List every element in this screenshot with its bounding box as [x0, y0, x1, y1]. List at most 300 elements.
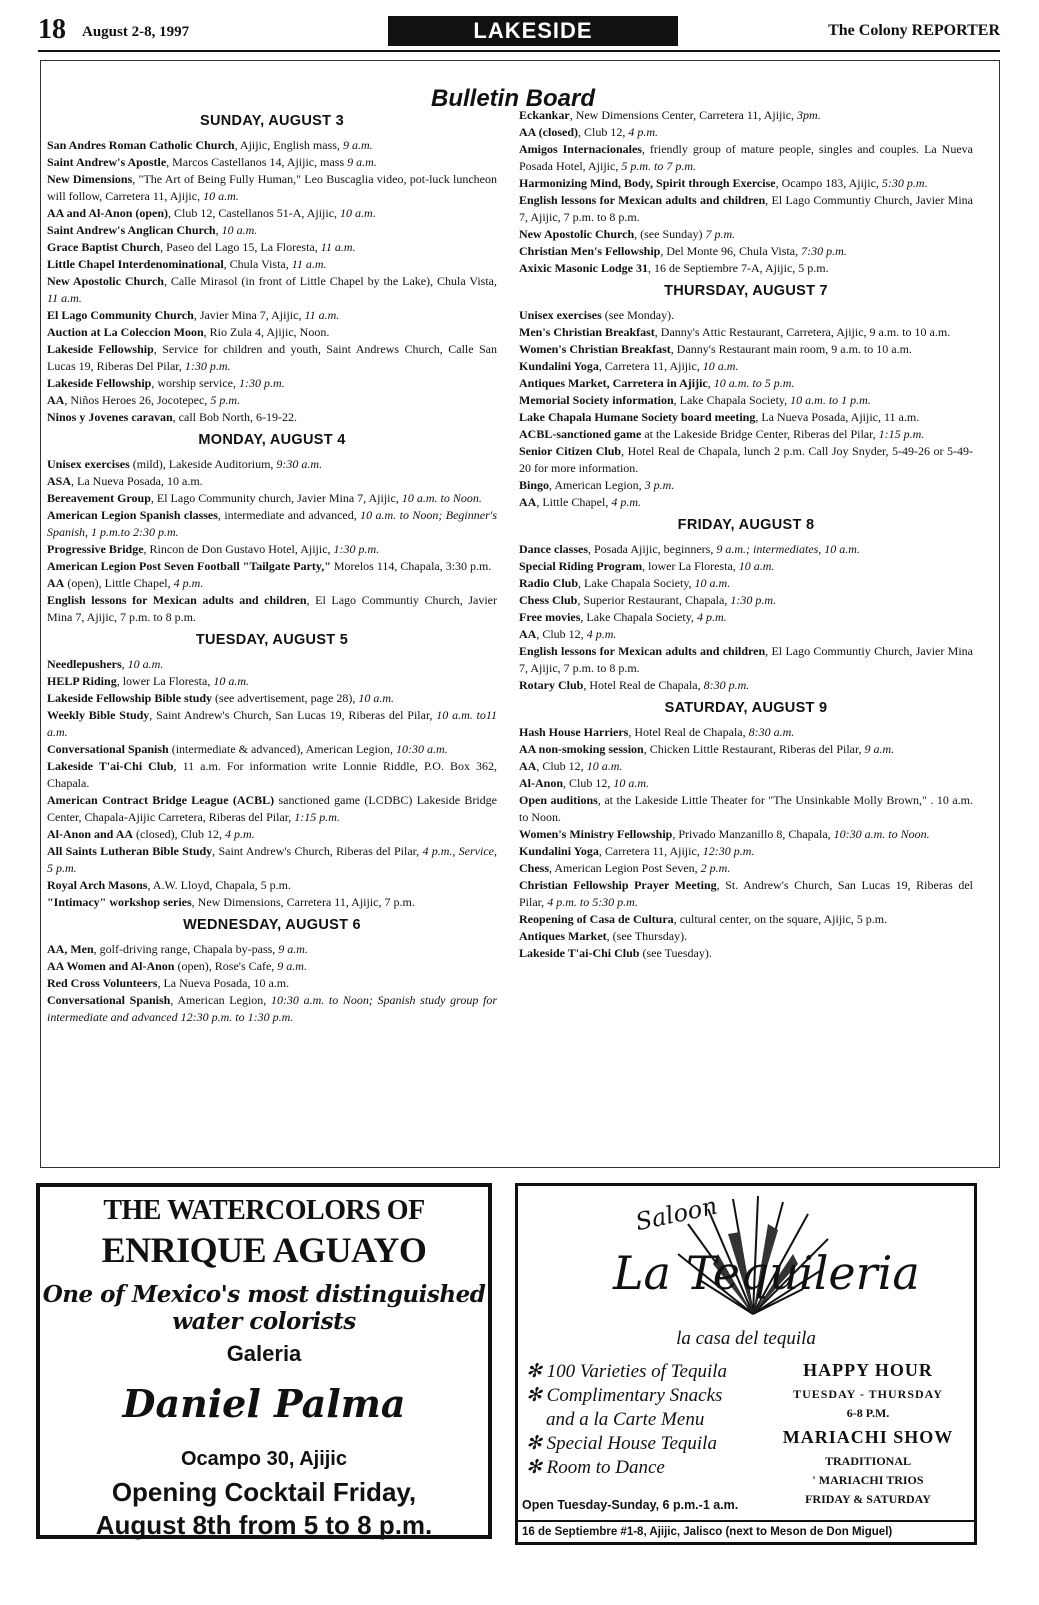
event-time: 10:30 a.m. to Noon. [833, 827, 930, 841]
event-name: HELP Riding [47, 674, 117, 688]
event-entry [47, 222, 497, 239]
event-detail: , El Lago Communtiy Church, Javier Mina 7, Ajijic, 7 p.m. to 8 p.m. [519, 193, 973, 224]
event-detail: , Club 12, [578, 125, 629, 139]
bulletin-left-column [47, 107, 497, 1026]
event-name: Little Chapel Interdenominational [47, 257, 224, 271]
event-name: Ninos y Jovenes caravan [47, 410, 173, 424]
event-detail: (closed), Club 12, [133, 827, 226, 841]
event-name: Kundalini Yoga [519, 844, 599, 858]
event-name: Memorial Society information [519, 393, 674, 407]
event-entry [47, 758, 497, 792]
event-entry [519, 775, 973, 792]
saloon-tagline: la casa del tequila [676, 1328, 816, 1349]
event-detail: , Rio Zula 4, Ajijic, Noon. [203, 325, 330, 339]
event-entry [47, 592, 497, 626]
event-entry [519, 928, 973, 945]
event-detail: , "The Art of Being Fully Human," Leo Buscaglia video, pot-luck luncheon will follow, Carretera 11, Ajijic, [47, 172, 497, 203]
event-detail: (mild), Lakeside Auditorium, [129, 457, 277, 471]
event-name: Christian Fellowship Prayer Meeting [519, 878, 717, 892]
ad-opening-date: August 8th from 5 to 8 p.m. [95, 1510, 433, 1540]
event-name: New Dimensions [47, 172, 133, 186]
ad-gallery-name: Daniel Palma [122, 1381, 406, 1426]
gallery-advertisement [36, 1183, 492, 1539]
event-time: 4 p.m. [225, 827, 255, 841]
event-detail: (see Tuesday). [639, 946, 712, 960]
event-detail: , Ajijic, English mass, [234, 138, 343, 152]
event-detail: , Club 12, [536, 759, 587, 773]
event-detail: , Danny's Attic Restaurant, Carretera, Ajijic, 9 a.m. to 10 a.m. [654, 325, 951, 339]
event-name: AA (closed) [519, 125, 578, 139]
event-detail: , Saint Andrew's Church, San Lucas 19, Riberas del Pilar, [149, 708, 437, 722]
event-name: Conversational Spanish [47, 742, 169, 756]
event-entry [47, 877, 497, 894]
event-name: AA [519, 627, 537, 641]
event-entry [519, 626, 973, 643]
event-name: Chess [519, 861, 550, 875]
event-entry [519, 609, 973, 626]
event-name: Axixic Masonic Lodge 31 [519, 261, 648, 275]
event-entry [519, 324, 973, 341]
event-name: Men's Christian Breakfast [519, 325, 655, 339]
event-name: Lakeside T'ai-Chi Club [47, 759, 174, 773]
event-detail: , [215, 223, 222, 237]
event-entry [47, 307, 497, 324]
event-name: Rotary Club [519, 678, 584, 692]
event-name: ACBL-sanctioned game [519, 427, 642, 441]
event-detail: , New Dimensions, Carretera 11, Ajijic, 7 p.m. [191, 895, 415, 909]
event-detail: , Chula Vista, [223, 257, 292, 271]
event-time: 4 p.m. [173, 576, 204, 590]
event-time: 11 a.m. [47, 291, 82, 305]
day-heading: WEDNESDAY, AUGUST 6 [183, 917, 361, 933]
event-detail: (intermediate & advanced), American Legion, [168, 742, 396, 756]
event-time: 4 p.m. [586, 627, 617, 641]
feature-item: ✻ Special House Tequila [526, 1433, 717, 1454]
event-entry [47, 205, 497, 222]
event-time: 12:30 p.m. [702, 844, 755, 858]
event-time: 10 a.m. to11 a.m. [47, 708, 497, 739]
event-detail: , Del Monte 96, Chula Vista, [660, 244, 802, 258]
event-name: Al-Anon [519, 776, 564, 790]
event-entry [519, 758, 973, 775]
event-detail: , 16 de Septiembre 7-A, Ajijic, 5 p.m. [648, 261, 829, 275]
event-name: Kundalini Yoga [519, 359, 599, 373]
promo-mariachi-show: MARIACHI SHOW [782, 1427, 954, 1447]
event-entry [47, 843, 497, 877]
event-name: "Intimacy" workshop series [47, 895, 192, 909]
event-entry [47, 958, 497, 975]
event-detail: , Service for children and youth, Saint Andrews Church, Calle San Lucas 19, Riberas Del Pilar, [47, 342, 497, 373]
event-entry [47, 154, 497, 171]
event-entry [519, 843, 973, 860]
event-time: 1:30 p.m. [184, 359, 231, 373]
event-detail: , El Lago Community church, Javier Mina 7, Ajijic, [150, 491, 402, 505]
event-entry [519, 541, 973, 558]
event-entry [519, 107, 973, 124]
ad-opening-line: Opening Cocktail Friday, [111, 1477, 417, 1507]
event-detail: , (see Thursday). [606, 929, 688, 943]
event-name: Harmonizing Mind, Body, Spirit through Exercise [519, 176, 776, 190]
event-time: 10 a.m. to 5 p.m. [713, 376, 795, 390]
saloon-label: Saloon [632, 1191, 720, 1237]
event-name: Bingo [519, 478, 550, 492]
event-entry [519, 911, 973, 928]
event-entry [47, 975, 497, 992]
event-name: Lakeside Fellowship [47, 342, 154, 356]
event-detail: , friendly group of mature people, singles and couples. La Nueva Posada Hotel, Ajijic, [519, 142, 973, 173]
event-detail: , A.W. Lloyd, Chapala, 5 p.m. [147, 878, 291, 892]
event-time: 1:30 p.m. [333, 542, 380, 556]
event-detail: , Saint Andrew's Church, Riberas del Pilar, [212, 844, 423, 858]
event-time: 10 a.m. [127, 657, 164, 671]
event-detail: at the Lakeside Bridge Center, Riberas del Pilar, [641, 427, 879, 441]
event-entry [47, 741, 497, 758]
event-name: All Saints Lutheran Bible Study [47, 844, 213, 858]
event-entry [519, 494, 973, 511]
event-time: 10 a.m. [213, 674, 250, 688]
event-detail: , Chicken Little Restaurant, Riberas del Pilar, [643, 742, 865, 756]
section-title: LAKESIDE [388, 16, 678, 46]
event-time: 9 a.m. [864, 742, 895, 756]
event-detail: (see advertisement, page 28), [212, 691, 359, 705]
event-entry [47, 575, 497, 592]
event-entry [47, 375, 497, 392]
event-detail: , La Nueva Posada, Ajijic, 11 a.m. [755, 410, 920, 424]
event-name: AA and Al-Anon (open) [47, 206, 169, 220]
feature-item: and a la Carte Menu [546, 1409, 705, 1430]
event-name: Radio Club [519, 576, 579, 590]
day-heading: MONDAY, AUGUST 4 [198, 432, 346, 448]
event-name: AA [519, 495, 537, 509]
day-heading: SATURDAY, AUGUST 9 [664, 700, 828, 716]
event-name: Chess Club [519, 593, 578, 607]
event-time: 9 a.m. [347, 155, 377, 169]
event-detail: , Lake Chapala Society, [580, 610, 697, 624]
saloon-hours: Open Tuesday-Sunday, 6 p.m.-1 a.m. [522, 1498, 739, 1512]
event-time: 10:30 a.m. [395, 742, 448, 756]
event-name: Dance classes [519, 542, 588, 556]
event-name: Al-Anon and AA [47, 827, 134, 841]
event-name: AA [47, 393, 65, 407]
event-name: Progressive Bridge [47, 542, 144, 556]
event-name: Royal Arch Masons [47, 878, 148, 892]
event-detail: , Hotel Real de Chapala, [583, 678, 704, 692]
promo-time: 6-8 P.M. [846, 1406, 890, 1420]
event-name: Lakeside T'ai-Chi Club [519, 946, 640, 960]
event-time: 10 a.m. [702, 359, 739, 373]
day-heading: FRIDAY, AUGUST 8 [677, 517, 815, 533]
event-name: Conversational Spanish [47, 993, 171, 1007]
event-time: 9 a.m.; intermediates, 10 a.m. [716, 542, 860, 556]
page-number: 18 [38, 14, 66, 45]
saloon-features [526, 1360, 776, 1480]
event-name: Lake Chapala Humane Society board meeting [519, 410, 756, 424]
event-entry [47, 256, 497, 273]
event-entry [519, 877, 973, 911]
ad-galeria-label: Galeria [226, 1341, 302, 1366]
event-entry [519, 575, 973, 592]
event-entry [519, 358, 973, 375]
event-name: Special Riding Program [519, 559, 643, 573]
event-entry [519, 826, 973, 843]
event-name: Open auditions [519, 793, 598, 807]
event-name: ASA [47, 474, 72, 488]
event-name: Unisex exercises [519, 308, 602, 322]
event-detail: , intermediate and advanced, [217, 508, 361, 522]
event-detail: , Lake Chapala Society, [673, 393, 791, 407]
promo-days: TUESDAY - THURSDAY [793, 1387, 943, 1401]
event-detail: , Club 12, Castellanos 51-A, Ajijic, [168, 206, 341, 220]
event-detail: , Privado Manzanillo 8, Chapala, [672, 827, 834, 841]
event-name: Red Cross Volunteers [47, 976, 158, 990]
event-entry [519, 860, 973, 877]
event-entry [519, 392, 973, 409]
event-name: AA [47, 576, 65, 590]
event-time: 10:30 a.m. to Noon; Spanish study group for intermediate and advanced 12:30 p.m. to 1:30 p.m. [47, 993, 498, 1024]
event-detail: , golf-driving range, Chapala by-pass, [93, 942, 279, 956]
event-time: 2 p.m. [700, 861, 731, 875]
event-entry [519, 192, 973, 226]
ad-tagline: One of Mexico's most distinguished water colorists [42, 1281, 486, 1335]
event-entry [519, 426, 973, 443]
promo-weekend: FRIDAY & SATURDAY [805, 1492, 931, 1506]
event-entry [519, 741, 973, 758]
event-time: 4 p.m. [611, 495, 641, 509]
event-name: Lakeside Fellowship Bible study [47, 691, 213, 705]
event-entry [47, 341, 497, 375]
event-entry [47, 392, 497, 409]
event-name: AA Women and Al-Anon [47, 959, 175, 973]
event-detail: (open), Rose's Cafe, [174, 959, 278, 973]
event-detail: , Hotel Real de Chapala, [628, 725, 749, 739]
event-time: 9:30 a.m. [276, 457, 323, 471]
day-heading: SUNDAY, AUGUST 3 [200, 113, 344, 129]
event-entry [47, 894, 497, 911]
event-entry [47, 707, 497, 741]
event-entry [47, 826, 497, 843]
event-time: 4 p.m. [696, 610, 727, 624]
event-time: 10 a.m. [203, 189, 239, 203]
event-time: 11 a.m. [291, 257, 327, 271]
event-detail: , El Lago Communtiy Church, Javier Mina 7, Ajijic, 7 p.m. to 8 p.m. [47, 593, 497, 624]
event-name: AA non-smoking session [519, 742, 644, 756]
event-entry [47, 239, 497, 256]
event-time: 4 p.m. to 5:30 p.m. [547, 895, 638, 909]
event-entry [47, 409, 497, 426]
event-entry [519, 477, 973, 494]
event-name: Christian Men's Fellowship [519, 244, 661, 258]
event-time: 8:30 p.m. [703, 678, 750, 692]
bulletin-right-column [519, 107, 973, 962]
event-time: 1:30 p.m. [239, 376, 285, 390]
event-time: 8:30 a.m. [748, 725, 795, 739]
event-entry [519, 243, 973, 260]
ad-headline-1: THE WATERCOLORS OF [103, 1195, 425, 1226]
event-entry [47, 490, 497, 507]
event-time: 10 a.m. [221, 223, 258, 237]
event-time: 9 a.m. [278, 942, 308, 956]
event-detail: , Little Chapel, [536, 495, 612, 509]
event-detail: , Carretera 11, Ajijic, [598, 359, 703, 373]
event-name: American Contract Bridge League (ACBL) [47, 793, 275, 807]
event-name: Saint Andrew's Apostle [47, 155, 167, 169]
event-entry [47, 324, 497, 341]
event-detail: , Posada Ajijic, beginners, [588, 542, 717, 556]
event-detail: , [121, 657, 128, 671]
event-detail: , lower La Floresta, [116, 674, 214, 688]
event-name: San Andres Roman Catholic Church [47, 138, 235, 152]
event-detail: , Javier Mina 7, Ajijic, [193, 308, 305, 322]
event-entry [519, 341, 973, 358]
event-detail: , Lake Chapala Society, [578, 576, 695, 590]
event-time: 10 a.m. to Noon. [401, 491, 482, 505]
event-time: 7:30 p.m. [801, 244, 847, 258]
event-entry [519, 443, 973, 477]
event-entry [47, 171, 497, 205]
event-entry [47, 656, 497, 673]
event-name: Antiques Market, Carretera in Ajijic [519, 376, 708, 390]
event-entry [47, 558, 497, 575]
event-entry [47, 792, 497, 826]
event-name: Hash House Harriers [519, 725, 629, 739]
event-entry [47, 941, 497, 958]
event-name: Grace Baptist Church [47, 240, 161, 254]
event-name: Women's Christian Breakfast [519, 342, 671, 356]
event-entry [519, 226, 973, 243]
event-time: 10 a.m. [586, 759, 623, 773]
event-name: AA, Men [47, 942, 94, 956]
event-detail: , Hotel Real de Chapala, lunch 2 p.m. Call Joy Snyder, 5-49-26 or 5-49-20 for more information. [519, 444, 974, 475]
event-time: 5:30 p.m. [881, 176, 928, 190]
event-detail: (open), Little Chapel, [64, 576, 174, 590]
event-time: 10 a.m. [694, 576, 731, 590]
event-name: Unisex exercises [47, 457, 130, 471]
event-name: American Legion Spanish classes [47, 508, 218, 522]
saloon-brand-logo: La Tequileria [613, 1246, 920, 1300]
event-detail: Morelos 114, Chapala, 3:30 p.m. [330, 559, 492, 573]
ad-artist-name: ENRIQUE AGUAYO [101, 1230, 427, 1270]
event-detail: , (see Sunday) [634, 227, 706, 241]
event-detail: , St. Andrew's Church, San Lucas 19, Riberas del Pilar, [519, 878, 973, 909]
paper-name: The Colony REPORTER [828, 22, 1000, 39]
header-rule [38, 50, 1000, 52]
event-name: AA [519, 759, 537, 773]
event-detail: , Carretera 11, Ajijic, [598, 844, 703, 858]
event-name: Women's Ministry Fellowship [519, 827, 673, 841]
event-detail: , call Bob North, 6-19-22. [172, 410, 297, 424]
saloon-address: 16 de Septiembre #1-8, Ajijic, Jalisco (next to Meson de Don Miguel) [518, 1520, 974, 1542]
event-entry [519, 260, 973, 277]
event-entry [47, 507, 497, 541]
event-entry [47, 673, 497, 690]
event-name: English lessons for Mexican adults and children [519, 193, 766, 207]
event-time: 1:15 p.m. [878, 427, 925, 441]
event-time: 5 p.m. [210, 393, 240, 407]
event-time: 10 a.m. to 1 p.m. [790, 393, 871, 407]
event-name: Lakeside Fellowship [47, 376, 152, 390]
event-detail: , Superior Restaurant, Chapala, [577, 593, 731, 607]
feature-item: ✻ 100 Varieties of Tequila [526, 1361, 728, 1382]
event-name: El Lago Community Church [47, 308, 194, 322]
saloon-advertisement [515, 1183, 977, 1545]
event-name: New Apostolic Church [47, 274, 164, 288]
issue-date: August 2-8, 1997 [82, 24, 190, 40]
event-entry [519, 375, 973, 392]
bulletin-board [40, 60, 1000, 1168]
event-detail: (see Monday). [601, 308, 675, 322]
event-name: Bereavement Group [47, 491, 151, 505]
event-name: Saint Andrew's Anglican Church [47, 223, 216, 237]
bulletin-title: Bulletin Board [431, 85, 596, 112]
feature-item: ✻ Complimentary Snacks [526, 1385, 723, 1406]
event-name: Free movies [519, 610, 581, 624]
event-detail: , American Legion, [549, 478, 645, 492]
event-entry [519, 124, 973, 141]
day-heading: TUESDAY, AUGUST 5 [195, 632, 349, 648]
event-time: 10 a.m. [738, 559, 775, 573]
event-time: 4 p.m., Service, 5 p.m. [47, 844, 497, 875]
event-detail: , La Nueva Posada, 10 a.m. [157, 976, 290, 990]
event-entry [519, 409, 973, 426]
event-time: 1:15 p.m. [294, 810, 340, 824]
event-name: Needlepushers [47, 657, 122, 671]
feature-item: ✻ Room to Dance [526, 1457, 665, 1478]
event-name: Eckankar [519, 108, 570, 122]
event-entry [47, 473, 497, 490]
event-entry [47, 137, 497, 154]
event-name: English lessons for Mexican adults and children [47, 593, 307, 607]
event-detail: , American Legion Post Seven, [549, 861, 701, 875]
event-detail: , worship service, [151, 376, 240, 390]
event-detail: , Paseo del Lago 15, La Floresta, [160, 240, 321, 254]
event-detail: , La Nueva Posada, 10 a.m. [71, 474, 203, 488]
event-entry [519, 677, 973, 694]
event-time: 3 p.m. [644, 478, 675, 492]
event-time: 10 a.m. to Noon; Beginner's Spanish, 1 p.m.to 2:30 p.m. [47, 508, 497, 539]
event-time: 10 a.m. [613, 776, 650, 790]
event-name: Antiques Market [519, 929, 607, 943]
event-entry [519, 792, 973, 826]
event-entry [47, 541, 497, 558]
event-time: 7 p.m. [705, 227, 736, 241]
event-time: 11 a.m. [320, 240, 356, 254]
event-detail: , Club 12, [536, 627, 587, 641]
event-name: Amigos Internacionales [519, 142, 642, 156]
event-detail: , lower La Floresta, [642, 559, 739, 573]
event-time: 4 p.m. [628, 125, 659, 139]
event-time: 10 a.m. [358, 691, 394, 705]
promo-happy-hour: HAPPY HOUR [803, 1360, 933, 1380]
event-name: New Apostolic Church [519, 227, 635, 241]
event-entry [519, 141, 973, 175]
event-time: 5 p.m. to 7 p.m. [621, 159, 696, 173]
event-time: 11 a.m. [304, 308, 340, 322]
event-name: English lessons for Mexican adults and children [519, 644, 766, 658]
event-name: Reopening of Casa de Cultura [519, 912, 674, 926]
promo-traditional: TRADITIONAL [824, 1454, 911, 1468]
event-detail: , El Lago Communtiy Church, Javier Mina 7, Ajijic, 7 p.m. to 8 p.m. [519, 644, 973, 675]
event-name: Weekly Bible Study [47, 708, 150, 722]
event-entry [519, 724, 973, 741]
event-detail: , Niños Heroes 26, Jocotepec, [64, 393, 211, 407]
event-entry [47, 273, 497, 307]
event-name: American Legion Post Seven Football "Tailgate Party," [47, 559, 331, 573]
event-entry [519, 558, 973, 575]
masthead [38, 14, 1000, 48]
event-detail: , Danny's Restaurant main room, 9 a.m. to 10 a.m. [670, 342, 912, 356]
event-entry [519, 592, 973, 609]
event-name: Senior Citizen Club [519, 444, 622, 458]
